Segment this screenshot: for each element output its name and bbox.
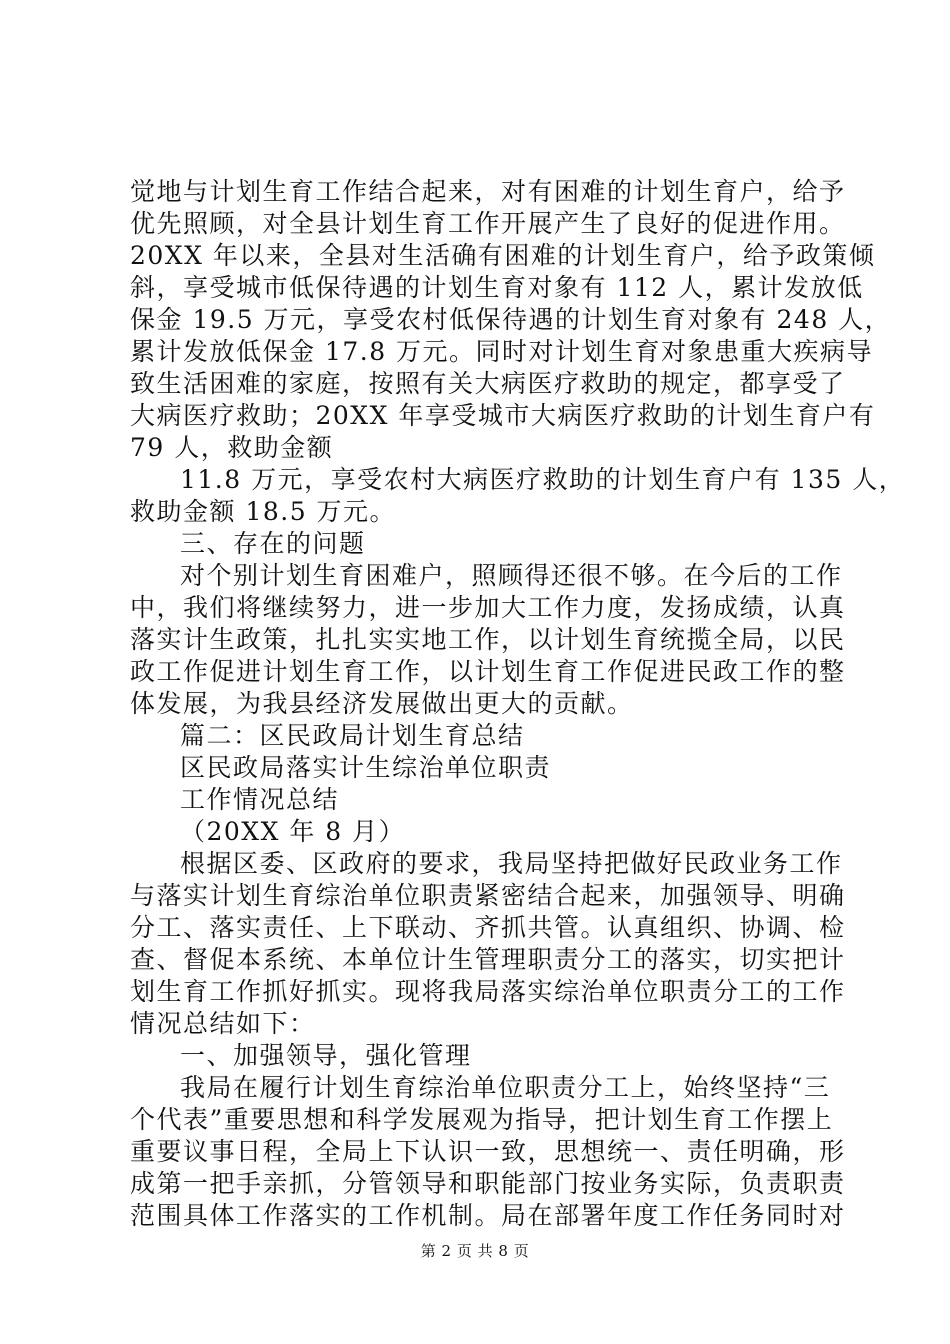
text-line: 工作情况总结 bbox=[180, 785, 340, 814]
text-line: 对个别计划生育困难户，照顾得还很不够。在今后的工作 bbox=[180, 561, 843, 590]
text-line: 我局在履行计划生育综治单位职责分工上，始终坚持“三 bbox=[180, 1073, 831, 1102]
text-line: 79 人，救助金额 bbox=[130, 433, 334, 462]
text-line: 保金 19.5 万元，享受农村低保待遇的计划生育对象有 248 人， bbox=[130, 305, 892, 334]
text-line: 个代表”重要思想和科学发展观为指导，把计划生育工作摆上 bbox=[130, 1105, 834, 1134]
text-line: 20XX 年以来，全县对生活确有困难的计划生育户，给予政策倾 bbox=[130, 241, 876, 270]
text-line: 优先照顾，对全县计划生育工作开展产生了良好的促进作用。 bbox=[130, 209, 846, 238]
text-line: 落实计生政策，扎扎实实地工作，以计划生育统揽全局，以民 bbox=[130, 625, 846, 654]
text-line: （20XX 年 8 月） bbox=[180, 817, 406, 846]
text-line: 重要议事日程，全局上下认识一致，思想统一、责任明确，形 bbox=[130, 1137, 846, 1166]
text-line: 篇二：区民政局计划生育总结 bbox=[180, 721, 525, 750]
text-line: 区民政局落实计生综治单位职责 bbox=[180, 753, 552, 782]
text-line: 根据区委、区政府的要求，我局坚持把做好民政业务工作 bbox=[180, 849, 843, 878]
text-line: 查、督促本系统、本单位计生管理职责分工的落实，切实把计 bbox=[130, 945, 846, 974]
text-line: 体发展，为我县经济发展做出更大的贡献。 bbox=[130, 689, 634, 718]
page-footer: 第 2 页 共 8 页 bbox=[420, 1242, 530, 1260]
document-body bbox=[130, 176, 906, 1232]
text-line: 三、存在的问题 bbox=[180, 529, 366, 558]
text-line: 分工、落实责任、上下联动、齐抓共管。认真组织、协调、检 bbox=[130, 913, 846, 942]
text-line: 觉地与计划生育工作结合起来，对有困难的计划生育户，给予 bbox=[130, 177, 846, 206]
text-line: 一、加强领导，强化管理 bbox=[180, 1041, 472, 1070]
text-line: 累计发放低保金 17.8 万元。同时对计划生育对象患重大疾病导 bbox=[130, 337, 874, 366]
text-line: 划生育工作抓好抓实。现将我局落实综治单位职责分工的工作 bbox=[130, 977, 846, 1006]
text-line: 情况总结如下： bbox=[130, 1009, 316, 1038]
text-line: 大病医疗救助；20XX 年享受城市大病医疗救助的计划生育户有 bbox=[130, 401, 876, 430]
text-line: 中，我们将继续努力，进一步加大工作力度，发扬成绩，认真 bbox=[130, 593, 846, 622]
text-line: 与落实计划生育综治单位职责紧密结合起来，加强领导、明确 bbox=[130, 881, 846, 910]
text-line: 11.8 万元，享受农村大病医疗救助的计划生育户有 135 人， bbox=[180, 465, 906, 494]
text-line: 致生活困难的家庭，按照有关大病医疗救助的规定，都享受了 bbox=[130, 369, 846, 398]
text-line: 救助金额 18.5 万元。 bbox=[130, 497, 397, 526]
text-line: 政工作促进计划生育工作，以计划生育工作促进民政工作的整 bbox=[130, 657, 846, 686]
text-line: 斜，享受城市低保待遇的计划生育对象有 112 人，累计发放低 bbox=[130, 273, 864, 302]
text-line: 成第一把手亲抓，分管领导和职能部门按业务实际，负责职责 bbox=[130, 1169, 846, 1198]
text-line: 范围具体工作落实的工作机制。局在部署年度工作任务同时对 bbox=[130, 1201, 846, 1230]
